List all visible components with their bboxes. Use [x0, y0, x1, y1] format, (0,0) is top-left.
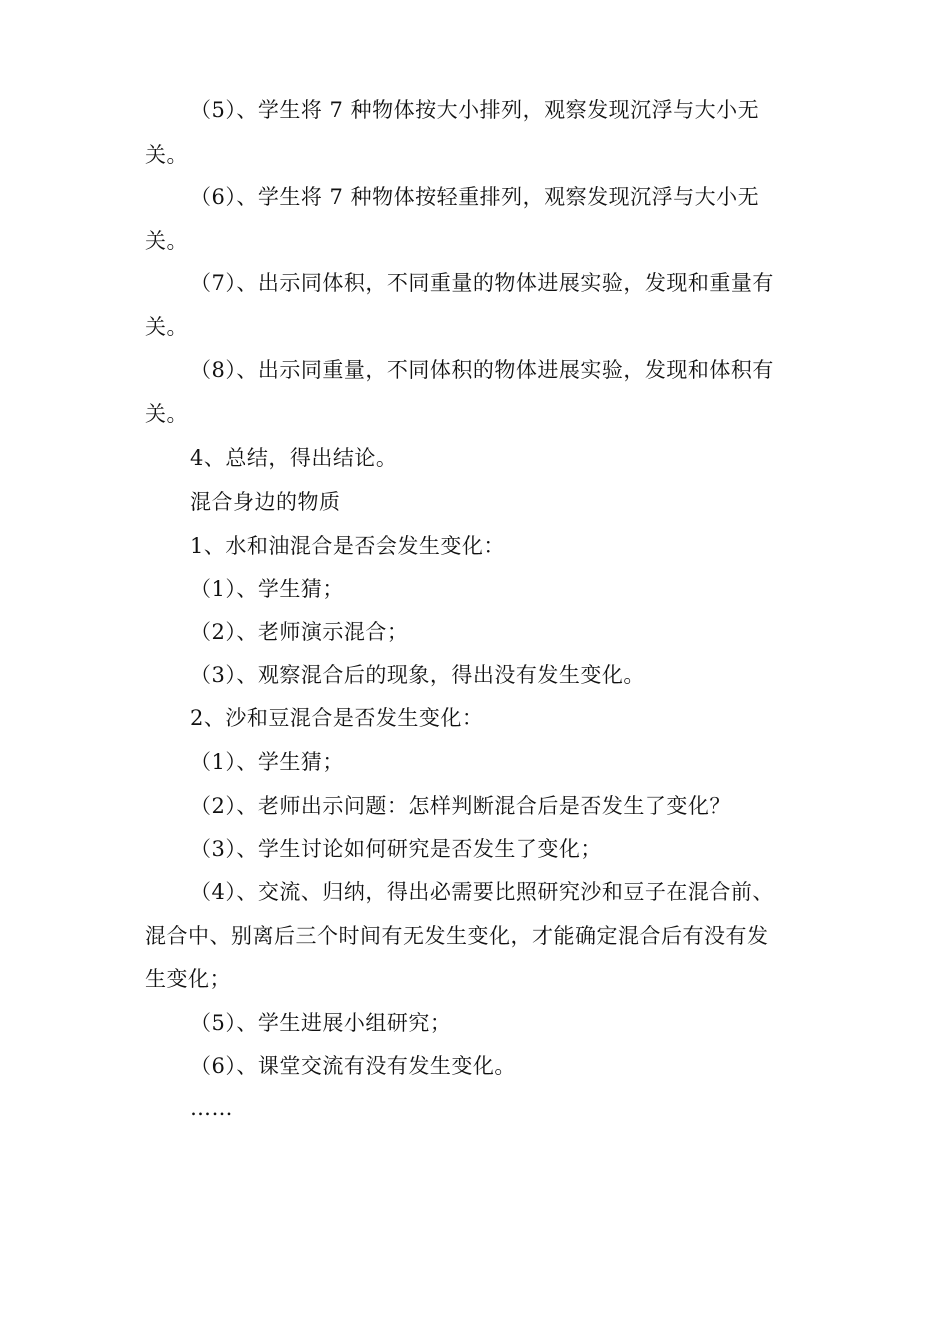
paragraph-line: （4）、交流、归纳，得出必需要比照研究沙和豆子在混合前、 [190, 880, 774, 904]
paragraph-line: （6）、学生将 7 种物体按轻重排列，观察发现沉浮与大小无 [190, 185, 760, 209]
ellipsis-line: …… [190, 1096, 233, 1120]
paragraph-line: 关。 [145, 143, 188, 167]
section-heading: 混合身边的物质 [190, 490, 341, 514]
paragraph-line: （3）、学生讨论如何研究是否发生了变化； [190, 837, 602, 861]
paragraph-line: （3）、观察混合后的现象，得出没有发生变化。 [190, 663, 645, 687]
paragraph-line: 生变化； [145, 967, 231, 991]
paragraph-line: 4、总结，得出结论。 [190, 446, 398, 470]
paragraph-line: （7）、出示同体积，不同重量的物体进展实验，发现和重量有 [190, 271, 774, 295]
paragraph-line: （5）、学生进展小组研究； [190, 1011, 452, 1035]
paragraph-line: （6）、课堂交流有没有发生变化。 [190, 1054, 516, 1078]
paragraph-line: （2）、老师出示问题：怎样判断混合后是否发生了变化？ [190, 794, 731, 818]
paragraph-line: 关。 [145, 229, 188, 253]
paragraph-line: （8）、出示同重量，不同体积的物体进展实验，发现和体积有 [190, 358, 774, 382]
paragraph-line: 关。 [145, 402, 188, 426]
paragraph-line: 关。 [145, 315, 188, 339]
paragraph-line: 混合中、别离后三个时间有无发生变化，才能确定混合后有没有发 [145, 924, 769, 948]
paragraph-line: （2）、老师演示混合； [190, 620, 409, 644]
paragraph-line: （1）、学生猜； [190, 577, 344, 601]
paragraph-line: 2、沙和豆混合是否发生变化： [190, 706, 484, 730]
paragraph-line: （5）、学生将 7 种物体按大小排列，观察发现沉浮与大小无 [190, 98, 760, 122]
paragraph-line: 1、水和油混合是否会发生变化： [190, 534, 505, 558]
paragraph-line: （1）、学生猜； [190, 750, 344, 774]
